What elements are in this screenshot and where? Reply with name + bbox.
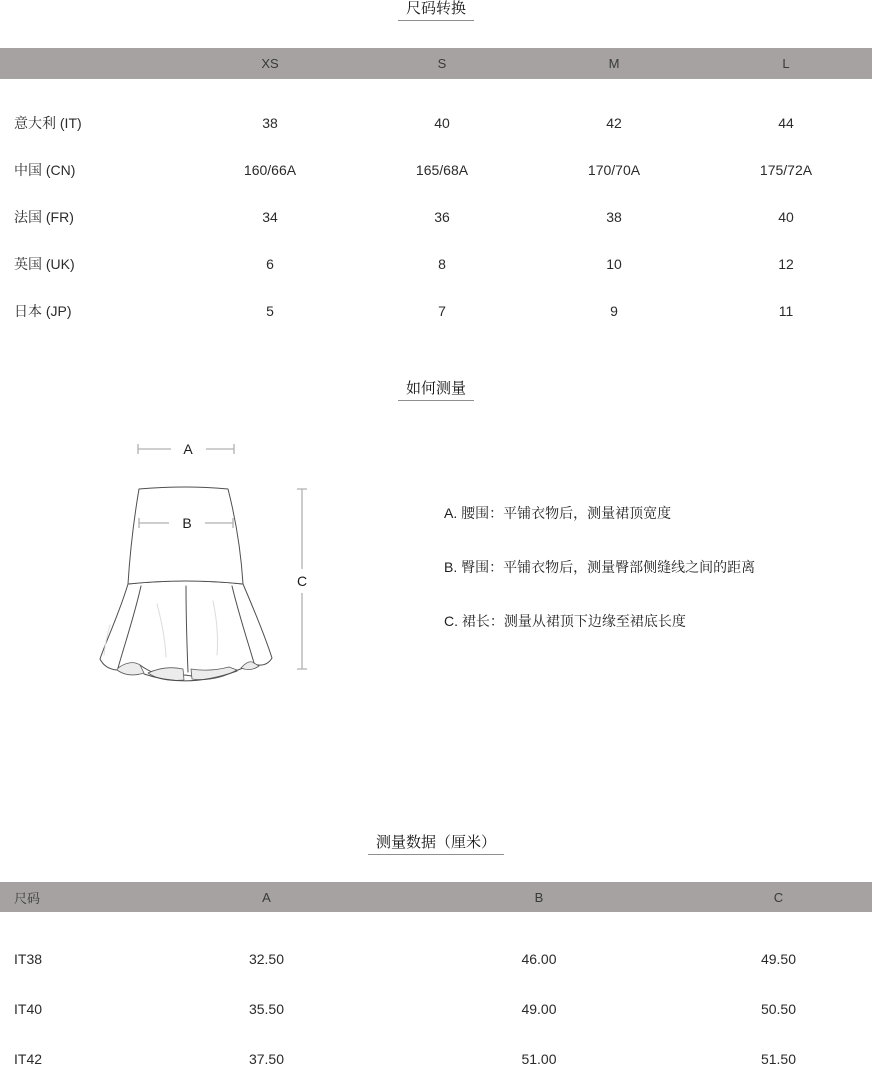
table-row <box>0 146 872 193</box>
col-header-b: B <box>393 882 685 912</box>
cell: 38 <box>262 114 278 131</box>
table-header-row <box>0 882 872 912</box>
cell: 170/70A <box>587 161 641 178</box>
spacer-row <box>0 912 872 934</box>
size-conversion-table <box>0 48 872 334</box>
row-label: 法国 (FR) <box>14 208 74 225</box>
col-header-l: L <box>700 48 872 79</box>
skirt-yoke-outline <box>128 487 243 584</box>
row-label: 中国 (CN) <box>14 161 76 178</box>
measure-line-a <box>138 441 234 457</box>
corner-cell <box>0 48 184 79</box>
col-header-s: S <box>356 48 528 79</box>
cell: 51.00 <box>521 1051 557 1067</box>
measurement-data-title: 测量数据（厘米） <box>0 834 872 855</box>
note-length: C. 裙长：测量从裙顶下边缘至裙底长度 <box>444 613 686 629</box>
skirt-sketch-svg <box>95 429 325 689</box>
size-conversion-title: 尺码转换 <box>0 0 872 21</box>
diagram-label-b: B <box>182 515 192 531</box>
row-label: IT42 <box>14 1051 43 1067</box>
cell: 49.00 <box>521 1001 557 1017</box>
col-header-size: 尺码 <box>0 882 140 912</box>
table-header-row <box>0 48 872 79</box>
row-label: IT38 <box>14 951 43 967</box>
measurement-data-section <box>0 834 872 1084</box>
cell: 40 <box>778 208 794 225</box>
how-to-measure-title: 如何测量 <box>0 380 872 401</box>
cell: 37.50 <box>248 1051 285 1067</box>
row-label: 日本 (JP) <box>14 302 72 319</box>
cell: 42 <box>606 114 622 131</box>
table-row <box>0 240 872 287</box>
how-to-measure-section <box>0 380 872 689</box>
cell: 34 <box>262 208 278 225</box>
cell: 35.50 <box>248 1001 285 1017</box>
col-header-xs: XS <box>184 48 356 79</box>
diagram-label-a: A <box>183 441 193 457</box>
table-row <box>0 1034 872 1084</box>
measure-table-header <box>0 882 872 912</box>
spacer-row <box>0 79 872 99</box>
cell: 5 <box>266 302 274 319</box>
cell: 6 <box>266 255 274 272</box>
diagram-label-c: C <box>296 573 308 589</box>
note-hip: B. 臀围：平铺衣物后，测量臀部侧缝线之间的距离 <box>444 559 756 575</box>
cell: 50.50 <box>760 1001 797 1017</box>
cell: 49.50 <box>760 951 797 967</box>
cell: 175/72A <box>759 161 813 178</box>
cell: 40 <box>434 114 450 131</box>
row-label: 意大利 (IT) <box>14 114 82 131</box>
cell: 32.50 <box>248 951 285 967</box>
note-waist: A. 腰围：平铺衣物后，测量裙顶宽度 <box>444 505 672 521</box>
cell: 38 <box>606 208 622 225</box>
table-row <box>0 934 872 984</box>
table-row <box>0 287 872 334</box>
cell: 12 <box>778 255 794 272</box>
cell: 44 <box>778 114 794 131</box>
table-row <box>0 193 872 240</box>
cell: 10 <box>606 255 622 272</box>
measurement-data-table <box>0 882 872 1084</box>
cell: 165/68A <box>415 161 469 178</box>
size-table-header <box>0 48 872 79</box>
cell: 9 <box>610 302 618 319</box>
cell: 46.00 <box>521 951 557 967</box>
measure-line-c <box>297 489 307 669</box>
row-label: IT40 <box>14 1001 43 1017</box>
table-row <box>0 99 872 146</box>
cell: 160/66A <box>243 161 297 178</box>
col-header-m: M <box>528 48 700 79</box>
cell: 8 <box>438 255 446 272</box>
size-conversion-section <box>0 0 872 334</box>
skirt-diagram <box>95 429 325 689</box>
cell: 51.50 <box>760 1051 797 1067</box>
cell: 36 <box>434 208 450 225</box>
row-label: 英国 (UK) <box>14 255 75 272</box>
measurement-notes <box>444 429 755 689</box>
cell: 7 <box>438 302 446 319</box>
col-header-a: A <box>140 882 393 912</box>
table-row <box>0 984 872 1034</box>
cell: 11 <box>778 302 794 319</box>
col-header-c: C <box>685 882 872 912</box>
